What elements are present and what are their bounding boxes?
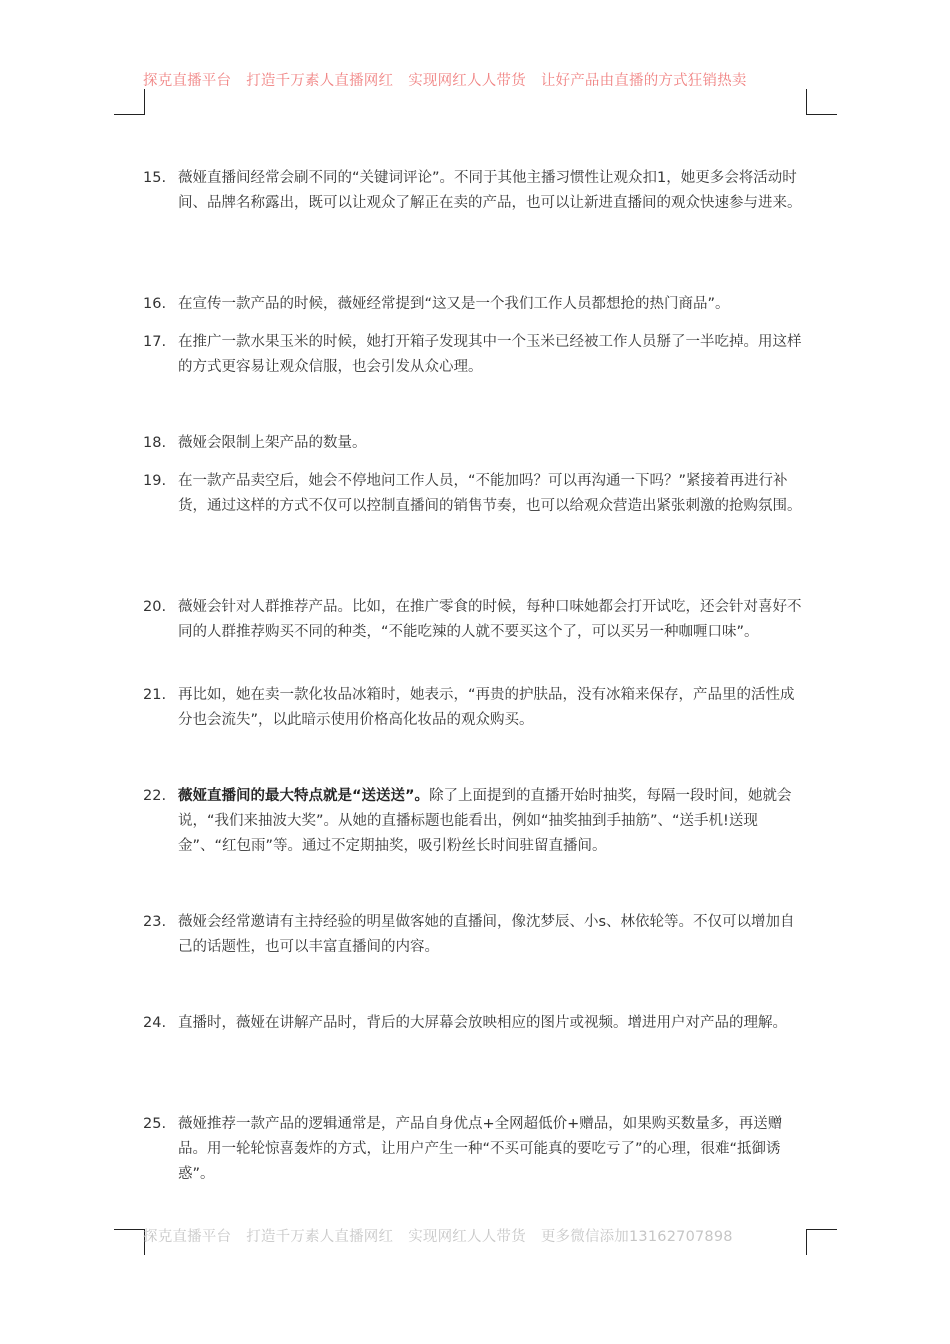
crop-mark-bottom-left <box>114 1229 145 1255</box>
item-number: 25. <box>143 1116 167 1132</box>
item-text: 薇娅会限制上架产品的数量。 <box>178 435 367 451</box>
list-item <box>143 431 808 456</box>
item-number: 19. <box>143 473 167 489</box>
item-text: 直播时，薇娅在讲解产品时，背后的大屏幕会放映相应的图片或视频。增进用户对产品的理解。 <box>178 1015 787 1031</box>
list-item <box>143 166 808 216</box>
list-item <box>143 292 808 317</box>
list-item <box>143 595 808 645</box>
item-text: 再比如，她在卖一款化妆品冰箱时，她表示，“再贵的护肤品，没有冰箱来保存，产品里的活性成分也会流失”，以此暗示使用价格高化妆品的观众购买。 <box>178 687 795 728</box>
item-text: 在一款产品卖空后，她会不停地问工作人员，“不能加吗？可以再沟通一下吗？”紧接着再进行补货，通过这样的方式不仅可以控制直播间的销售节奏，也可以给观众营造出紧张刺激的抢购氛围。 <box>178 473 802 514</box>
footer-segment: 实现网红人人带货 <box>408 1229 526 1245</box>
item-number: 24. <box>143 1015 167 1031</box>
item-number: 18. <box>143 435 167 451</box>
header-segment: 让好产品由直播的方式狂销热卖 <box>540 73 747 89</box>
header-segment: 实现网红人人带货 <box>408 73 526 89</box>
item-number: 17. <box>143 334 167 350</box>
item-body: 除了上面提到的直播开始时抽奖，每隔一段时间，她就会说，“我们来抽波大奖”。从她的直播标题也能看出，例如“抽奖抽到手抽筋”、“送手机!送现金”、“红包雨”等。通过不定期抽奖，吸引粉丝长时间驻留直播间。 <box>178 788 792 854</box>
page-header <box>143 69 762 90</box>
page-footer <box>143 1225 748 1246</box>
list-item <box>143 784 808 859</box>
list-item <box>143 330 808 380</box>
footer-segment: 更多微信添加13162707898 <box>540 1229 733 1245</box>
list-item <box>143 683 808 733</box>
list-item <box>143 910 808 960</box>
item-number: 21. <box>143 687 167 703</box>
item-text: 薇娅会针对人群推荐产品。比如，在推广零食的时候，每种口味她都会打开试吃，还会针对喜好不同的人群推荐购买不同的种类，“不能吃辣的人就不要买这个了，可以买另一种咖喱口味”。 <box>178 599 802 640</box>
item-text: 在宣传一款产品的时候，薇娅经常提到“这又是一个我们工作人员都想抢的热门商品”。 <box>178 296 730 312</box>
crop-mark-bottom-right <box>806 1229 837 1255</box>
item-text: 薇娅推荐一款产品的逻辑通常是，产品自身优点+全网超低价+赠品，如果购买数量多，再送赠品。用一轮轮惊喜轰炸的方式，让用户产生一种“不买可能真的要吃亏了”的心理，很难“抵御诱惑”。 <box>178 1116 783 1182</box>
list-item <box>143 469 808 519</box>
item-number: 23. <box>143 914 167 930</box>
item-text: 薇娅会经常邀请有主持经验的明星做客她的直播间，像沈梦辰、小s、林依轮等。不仅可以增加自己的话题性，也可以丰富直播间的内容。 <box>178 914 795 955</box>
list-item <box>143 1011 808 1036</box>
crop-mark-top-right <box>806 89 837 115</box>
item-text: 在推广一款水果玉米的时候，她打开箱子发现其中一个玉米已经被工作人员掰了一半吃掉。用这样的方式更容易让观众信服，也会引发从众心理。 <box>178 334 802 375</box>
item-text <box>178 784 808 859</box>
item-text: 薇娅直播间经常会刷不同的“关键词评论”。不同于其他主播习惯性让观众扣1，她更多会将活动时间、品牌名称露出，既可以让观众了解正在卖的产品，也可以让新进直播间的观众快速参与进来。 <box>178 170 802 211</box>
list-item <box>143 1112 808 1187</box>
footer-segment: 打造千万素人直播网红 <box>246 1229 394 1245</box>
header-segment: 打造千万素人直播网红 <box>246 73 394 89</box>
item-highlight: 薇娅直播间的最大特点就是“送送送”。 <box>178 788 430 804</box>
item-number: 16. <box>143 296 167 312</box>
crop-mark-top-left <box>114 89 145 115</box>
item-number: 22. <box>143 788 167 804</box>
item-number: 20. <box>143 599 167 615</box>
footer-segment: 探克直播平台 <box>143 1229 232 1245</box>
header-segment: 探克直播平台 <box>143 73 232 89</box>
item-number: 15. <box>143 170 167 186</box>
